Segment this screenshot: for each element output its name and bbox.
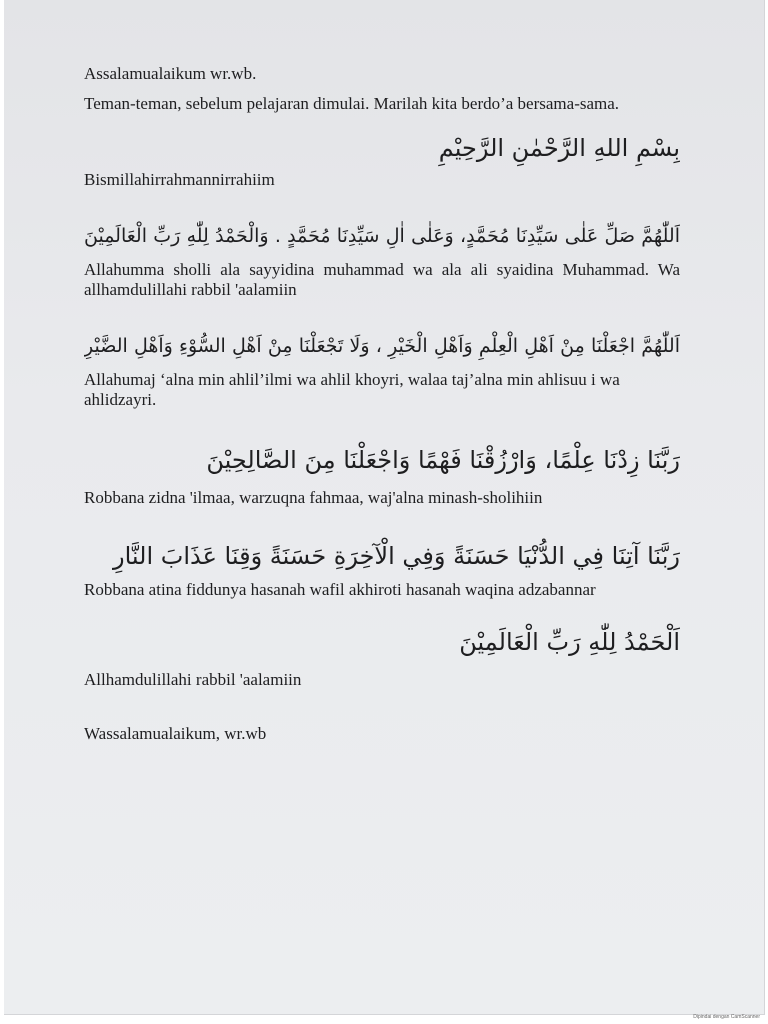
arabic-bismillah: بِسْمِ اللهِ الرَّحْمٰنِ الرَّحِيْمِ: [438, 134, 680, 162]
arabic-sholawat: اَللّٰهُمَّ صَلِّ عَلٰى سَيِّدِنَا مُحَمَّدٍ، وَعَلٰى اٰلِ سَيِّدِنَا مُحَمَّدٍ . وَالْحَمْدُ لِلّٰهِ رَبِّ الْعَالَمِيْنَ: [84, 225, 680, 247]
arabic-robbana-zidna: رَبَّنَا زِدْنَا عِلْمًا، وَارْزُقْنَا فَهْمًا وَاجْعَلْنَا مِنَ الصَّالِحِيْنَ: [206, 446, 680, 474]
latin-hamdalah: Allhamdulillahi rabbil 'aalamiin: [84, 670, 302, 689]
scanner-watermark: Dipindai dengan CamScanner: [693, 1014, 760, 1020]
intro-text: Teman-teman, sebelum pelajaran dimulai. Marilah kita berdo’a bersama-sama.: [84, 94, 620, 113]
arabic-doa-ilmu: اَللّٰهُمَّ اجْعَلْنَا مِنْ اَهْلِ الْعِلْمِ وَاَهْلِ الْخَيْرِ ، وَلَا تَجْعَلْنَا مِنْ اَهْلِ السُّوْءِ وَاَهْلِ الضَّيْرِ: [84, 335, 680, 357]
latin-sholawat: Allahumma sholli ala sayyidina muhammad wa ala ali syaidina Muhammad. Wa allhamdulillahi rabbil 'aalamiin: [84, 260, 680, 299]
latin-bismillah: Bismillahirrahmannirrahiim: [84, 170, 275, 189]
arabic-robbana-atina: رَبَّنَا آتِنَا فِي الدُّنْيَا حَسَنَةً وَفِي الْآخِرَةِ حَسَنَةً وَقِنَا عَذَابَ النَّارِ: [112, 542, 680, 570]
latin-doa-ilmu: Allahumaj ‘alna min ahlil’ilmi wa ahlil khoyri, walaa taj’alna min ahlisuu i wa ahlidzayri.: [84, 370, 620, 409]
latin-robbana-atina: Robbana atina fiddunya hasanah wafil akhiroti hasanah waqina adzabannar: [84, 580, 596, 599]
document-body: [84, 64, 680, 744]
latin-robbana-zidna: Robbana zidna 'ilmaa, warzuqna fahmaa, waj'alna minash-sholihiin: [84, 488, 543, 507]
paper-sheet: [4, 0, 765, 1015]
closing-text: Wassalamualaikum, wr.wb: [84, 724, 267, 743]
arabic-hamdalah: اَلْحَمْدُ لِلّٰهِ رَبِّ الْعَالَمِيْنَ: [459, 628, 680, 656]
greeting-text: Assalamualaikum wr.wb.: [84, 64, 257, 83]
